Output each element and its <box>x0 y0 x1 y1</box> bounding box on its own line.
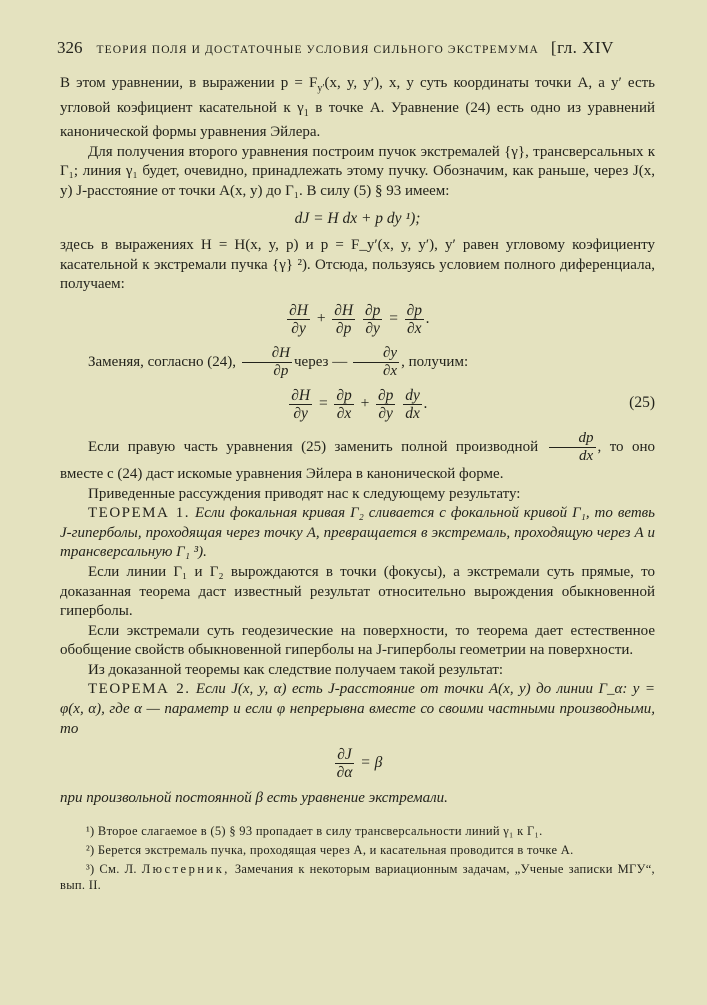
equation-number: (25) <box>629 393 655 411</box>
fraction: $\frac{\partial H}{\partial p}$ <box>242 345 292 380</box>
paragraph-6: Приведенные рассуждения приводят нас к следующему результату: <box>88 485 521 502</box>
page-body <box>60 74 655 896</box>
paragraph-8: Если экстремали суть геодезические на поверхности, то теорема дает естественное обобщение свойств обыкновенной гиперболы на J-гиперболы геометрии на поверхности. <box>60 622 655 659</box>
paragraph-10: при произвольной постоянной β есть уравнение экстремали. <box>60 790 448 807</box>
fraction: $\frac{\partial p}{\partial x}$ <box>336 386 352 422</box>
paragraph-2: Для получения второго уравнения построим пучок экстремалей {γ}, трансверсальных к Γ₁; линия γ₁ будет, очевидно, принадлежать этому пучку. Обозначим, как раньше, через J(x, y) J-расстояние от точки A(x, y) до Γ₁. В силу (5) § 93 имеем: <box>60 143 655 199</box>
footnote-3: ³) См. Л. Люстерник, Замечания к некоторым вариационным задачам, „Ученые записки МГУ“, вып. II. <box>60 861 655 892</box>
chapter-label: [гл. XIV <box>550 38 614 57</box>
fraction: $\frac{dp}{dx}$ <box>549 430 596 465</box>
paragraph-9: Из доказанной теоремы как следствие получаем такой результат: <box>88 661 504 678</box>
fraction: $\frac{\partial H}{\partial p}$ <box>334 301 354 337</box>
fraction: $\frac{\partial y}{\partial x}$ <box>353 345 399 380</box>
running-title: ТЕОРИЯ ПОЛЯ И ДОСТАТОЧНЫЕ УСЛОВИЯ СИЛЬНОГО ЭКСТРЕМУМА <box>96 44 539 56</box>
fraction: $\frac{\partial p}{\partial y}$ <box>377 386 394 422</box>
footnotes <box>60 823 655 893</box>
fraction: $\frac{\partial H}{\partial y}$ <box>291 386 311 422</box>
equation-extremal: $\frac{\partial J}{\partial\alpha}$ = β <box>336 746 383 782</box>
fraction: $\frac{\partial H}{\partial y}$ <box>289 301 308 337</box>
paragraph-5: Если правую часть уравнения (25) заменить полной производной $\frac{dp}{dx}$ , то оно вместе с (24) даст искомые уравнения Эйлера в канонической форме. <box>60 429 656 482</box>
footnote-1: ¹) Второе слагаемое в (5) § 93 пропадает в силу трансверсальности линий γ₁ к Γ₁. <box>86 823 543 838</box>
theorem-1: ТЕОРЕМА 1. Если фокальная кривая Γ₂ сливается с фокальной кривой Γ₁, то ветвь J-гиперболы, проходящая через точку A, превращается в экстремаль, проходящую через A и трансверсальную Γ₁ ³). <box>60 505 655 561</box>
running-header <box>57 38 657 58</box>
footnote-2: ²) Берется экстремаль пучка, проходящая через A, и касательная проводится в точке A. <box>86 842 574 857</box>
paragraph-3: здесь в выражениях H = H(x, y, p) и p = F_y′(x, y, y′), y′ равен угловому коэфициенту касательной к экстремали пучка {γ} ²). Отсюда, пользуясь условием полного диференциала, получаем: <box>60 237 655 293</box>
theorem-2: ТЕОРЕМА 2. Если J(x, y, α) есть J-расстояние от точки A(x, y) до линии Γ_α: y = φ(x, α), где α — параметр и если φ непрерывна вместе со своими частными производными, то <box>60 681 655 737</box>
equation-25: $\frac{\partial H}{\partial y}$ = $\frac{\partial p}{\partial x}$ + $\frac{\partial p}{\partial y}$ $\frac{dy}{dx}$ . (25) <box>291 386 655 422</box>
paragraph-4: Заменяя, согласно (24), $\frac{\partial H}{\partial p}$ через — $\frac{\partial y}{\partial x}$ , получим: <box>88 344 469 379</box>
equation-dJ: dJ = H dx + p dy ¹); <box>294 209 421 227</box>
paragraph-1: В этом уравнении, в выражении $p = F_{y'}(x$, y, y′), x, y суть координаты точки A, а y′ есть угловой коэфициент касательной к $\gamma_1$ в точке A. Уравнение (24) есть одно из уравнений канонической формы уравнения Эйлера. <box>60 75 656 141</box>
equation-differential-condition: $\frac{\partial H}{\partial y}$ + $\frac{\partial H}{\partial p}$ $\frac{\partial p}{\partial y}$ = $\frac{\partial p}{\partial x}$ . <box>289 301 430 337</box>
fraction: $\frac{\partial p}{\partial x}$ <box>406 301 422 337</box>
fraction: $\frac{dy}{dx}$ <box>405 386 420 422</box>
fraction: $\frac{\partial p}{\partial y}$ <box>364 301 381 337</box>
paragraph-7: Если линии Γ₁ и Γ₂ вырождаются в точки (фокусы), а экстремали суть прямые, то доказанная теорема даст известный результат относительно вырождения обыкновенной гиперболы. <box>60 563 655 620</box>
page-number: 326 <box>57 38 83 57</box>
fraction: $\frac{\partial J}{\partial\alpha}$ <box>336 746 353 782</box>
